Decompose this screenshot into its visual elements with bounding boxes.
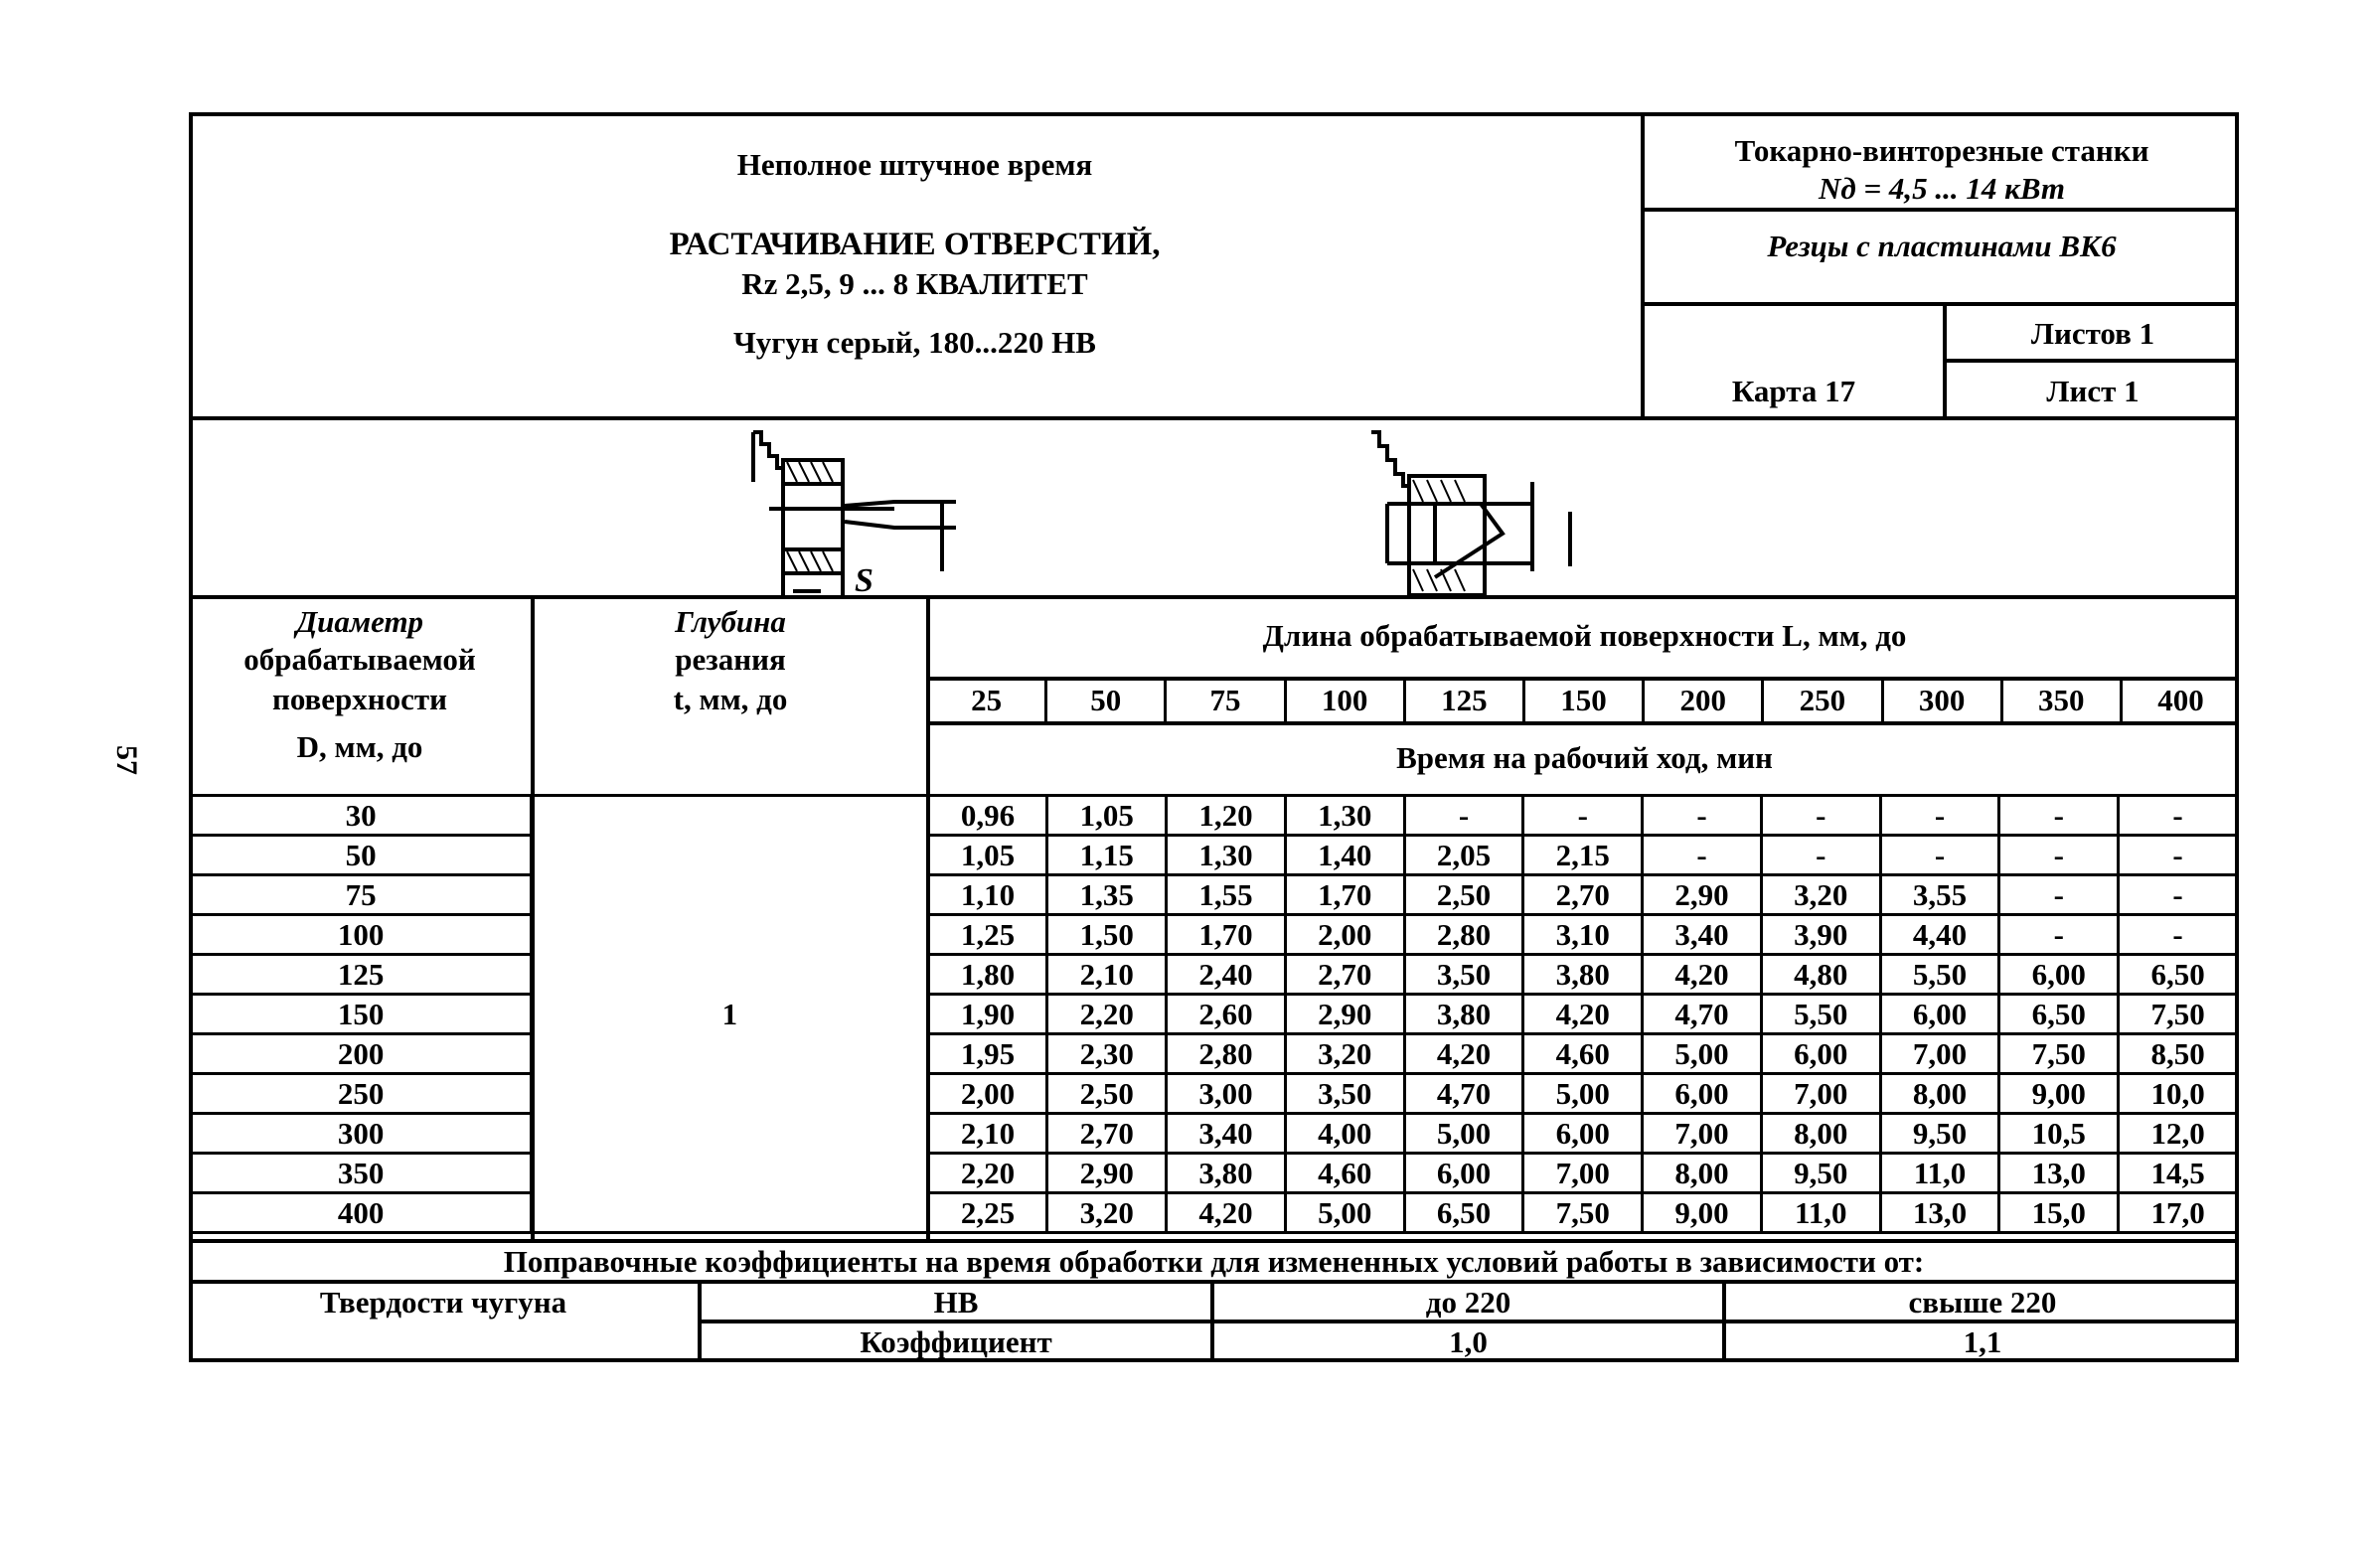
divider: [1641, 208, 2239, 212]
time-cell: 2,40: [1167, 955, 1286, 995]
time-cell: 4,70: [1643, 995, 1762, 1034]
time-cell: 2,00: [928, 1074, 1047, 1114]
length-header-cell: 300: [1881, 679, 2000, 723]
boring-blind-diagram: [1332, 422, 1729, 596]
time-cell: 5,00: [1285, 1193, 1404, 1233]
time-cell: -: [2119, 836, 2238, 875]
divider: [1641, 302, 2239, 306]
time-cell: 6,00: [1761, 1034, 1880, 1074]
time-cell: 2,70: [1285, 955, 1404, 995]
time-cell: -: [1761, 796, 1880, 836]
time-cell: 6,00: [1523, 1114, 1643, 1154]
diameter-cell: 30: [191, 796, 532, 836]
length-header-cell: 25: [971, 683, 1003, 717]
coef-value-2: 1,1: [1963, 1324, 2002, 1359]
card-title-line2: Rz 2,5, 9 ... 8 КВАЛИТЕТ: [741, 266, 1088, 301]
time-cell: 1,20: [1167, 796, 1286, 836]
time-cell: 6,50: [1404, 1193, 1523, 1233]
time-cell: 0,96: [928, 796, 1047, 836]
time-cell: 5,00: [1404, 1114, 1523, 1154]
time-cell: 1,15: [1047, 836, 1167, 875]
feed-label: S: [855, 562, 873, 596]
time-cell: 3,10: [1523, 915, 1643, 955]
time-cell: 3,50: [1285, 1074, 1404, 1114]
divider: [189, 595, 2239, 599]
time-cell: 3,00: [1167, 1074, 1286, 1114]
diameter-cell: 350: [191, 1154, 532, 1193]
time-cell: -: [1880, 796, 1999, 836]
material: Чугун серый, 180...220 НВ: [733, 325, 1096, 360]
time-cell: 4,20: [1167, 1193, 1286, 1233]
length-header-cell: 200: [1642, 679, 1761, 723]
card-title: РАСТАЧИВАНИЕ ОТВЕРСТИЙ,: [669, 227, 1161, 262]
length-header-cell: 75: [1164, 679, 1283, 723]
tool: Резцы с пластинами ВК6: [1767, 229, 2117, 263]
length-title: Длина обрабатываемой поверхности L, мм, до: [1262, 618, 1907, 653]
sheet-number: Лист 1: [2046, 374, 2140, 408]
divider: [1943, 359, 2239, 363]
time-cell: 10,0: [2119, 1074, 2238, 1114]
time-cell: 1,70: [1167, 915, 1286, 955]
table-row: [191, 915, 2238, 955]
divider: [189, 416, 2239, 420]
time-cell: 4,00: [1285, 1114, 1404, 1154]
time-cell: 2,90: [1285, 995, 1404, 1034]
sheets-total: Листов 1: [2030, 316, 2155, 351]
correction-factor: Твердости чугуна: [319, 1285, 567, 1320]
time-cell: 11,0: [1880, 1154, 1999, 1193]
time-cell: 9,00: [1999, 1074, 2119, 1114]
time-cell: 4,60: [1285, 1154, 1404, 1193]
time-cell: -: [2119, 875, 2238, 915]
time-cell: -: [2119, 796, 2238, 836]
time-cell: 12,0: [2119, 1114, 2238, 1154]
table-row: [191, 875, 2238, 915]
diameter-cell: 400: [191, 1193, 532, 1233]
table-row: [191, 1114, 2238, 1154]
time-cell: 2,70: [1523, 875, 1643, 915]
time-cell: 1,70: [1285, 875, 1404, 915]
time-cell: 2,50: [1047, 1074, 1167, 1114]
time-cell: 2,30: [1047, 1034, 1167, 1074]
table-row: [191, 796, 2238, 836]
time-cell: 5,00: [1523, 1074, 1643, 1114]
time-cell: 17,0: [2119, 1193, 2238, 1233]
card-number: Карта 17: [1731, 374, 1856, 408]
diameter-cell: 75: [191, 875, 532, 915]
time-cell: 3,90: [1761, 915, 1880, 955]
time-cell: 2,00: [1285, 915, 1404, 955]
time-cell: 8,00: [1761, 1114, 1880, 1154]
time-cell: 1,50: [1047, 915, 1167, 955]
correction-title: Поправочные коэффициенты на время обработки для измененных условий работы в зависимости от:: [503, 1244, 1925, 1279]
time-cell: 1,25: [928, 915, 1047, 955]
time-cell: 4,20: [1643, 955, 1762, 995]
diameter-cell: 250: [191, 1074, 532, 1114]
machine-power: Nд = 4,5 ... 14 кВт: [1818, 171, 2066, 206]
time-cell: 6,00: [1404, 1154, 1523, 1193]
hb-label: НВ: [933, 1285, 979, 1320]
col-depth-l1: Глубина: [675, 604, 786, 639]
time-cell: 14,5: [2119, 1154, 2238, 1193]
time-cell: 3,20: [1285, 1034, 1404, 1074]
time-cell: 1,30: [1285, 796, 1404, 836]
time-cell: 9,00: [1643, 1193, 1762, 1233]
time-cell: 3,55: [1880, 875, 1999, 915]
page-number: 57: [110, 745, 143, 775]
time-cell: 2,60: [1167, 995, 1286, 1034]
length-header-cell: 125: [1403, 679, 1522, 723]
col-diameter-l2: обрабатываемой: [243, 642, 476, 677]
time-cell: 1,05: [928, 836, 1047, 875]
diameter-cell: 100: [191, 915, 532, 955]
table-row: [191, 836, 2238, 875]
length-header-row: [928, 679, 2239, 723]
time-cell: 7,00: [1880, 1034, 1999, 1074]
time-cell: 1,40: [1285, 836, 1404, 875]
time-cell: 3,20: [1761, 875, 1880, 915]
time-cell: 5,00: [1643, 1034, 1762, 1074]
time-cell: 2,70: [1047, 1114, 1167, 1154]
length-header-cell: 100: [1284, 679, 1403, 723]
time-cell: 1,35: [1047, 875, 1167, 915]
time-cell: 11,0: [1761, 1193, 1880, 1233]
depth-cell: 1: [532, 796, 929, 1233]
time-cell: 2,20: [928, 1154, 1047, 1193]
col-diameter-l4: D, мм, до: [296, 729, 423, 764]
time-title: Время на рабочий ход, мин: [1396, 740, 1773, 775]
time-cell: 2,90: [1643, 875, 1762, 915]
time-cell: 6,00: [1999, 955, 2119, 995]
time-cell: -: [1761, 836, 1880, 875]
col-diameter-l1: Диаметр: [295, 604, 424, 639]
length-header-cell: 150: [1522, 679, 1642, 723]
time-cell: 1,90: [928, 995, 1047, 1034]
time-cell: 2,25: [928, 1193, 1047, 1233]
time-cell: 2,50: [1404, 875, 1523, 915]
time-cell: 7,50: [1523, 1193, 1643, 1233]
time-cell: 3,50: [1404, 955, 1523, 995]
time-cell: -: [1999, 836, 2119, 875]
time-cell: 3,20: [1047, 1193, 1167, 1233]
time-cell: -: [1523, 796, 1643, 836]
diameter-cell: 125: [191, 955, 532, 995]
time-cell: 7,00: [1761, 1074, 1880, 1114]
time-cell: 13,0: [1880, 1193, 1999, 1233]
coef-label: Коэффициент: [860, 1324, 1052, 1359]
table-row: [191, 1074, 2238, 1114]
time-cell: 7,50: [2119, 995, 2238, 1034]
time-cell: 4,20: [1523, 995, 1643, 1034]
time-cell: -: [1999, 875, 2119, 915]
time-cell: 1,95: [928, 1034, 1047, 1074]
time-cell: 4,80: [1761, 955, 1880, 995]
card-subtitle: Неполное штучное время: [736, 147, 1093, 182]
time-cell: 2,15: [1523, 836, 1643, 875]
time-cell: 2,10: [1047, 955, 1167, 995]
time-cell: 4,40: [1880, 915, 1999, 955]
time-cell: 8,00: [1643, 1154, 1762, 1193]
machine-type: Токарно-винторезные станки: [1734, 133, 2149, 168]
time-cell: -: [1880, 836, 1999, 875]
time-cell: 8,00: [1880, 1074, 1999, 1114]
time-cell: 7,50: [1999, 1034, 2119, 1074]
time-cell: 1,55: [1167, 875, 1286, 915]
table-row: [191, 1154, 2238, 1193]
time-cell: 4,60: [1523, 1034, 1643, 1074]
time-cell: 3,80: [1404, 995, 1523, 1034]
diameter-cell: 200: [191, 1034, 532, 1074]
time-cell: 3,80: [1523, 955, 1643, 995]
time-cell: 3,40: [1167, 1114, 1286, 1154]
time-cell: 2,80: [1404, 915, 1523, 955]
time-cell: -: [1643, 796, 1762, 836]
time-cell: 7,00: [1643, 1114, 1762, 1154]
diameter-cell: 150: [191, 995, 532, 1034]
time-cell: 6,00: [1880, 995, 1999, 1034]
diameter-cell: 300: [191, 1114, 532, 1154]
time-cell: 3,80: [1167, 1154, 1286, 1193]
time-cell: 2,05: [1404, 836, 1523, 875]
time-cell: 6,50: [1999, 995, 2119, 1034]
diameter-cell: 50: [191, 836, 532, 875]
length-header-cell: 50: [1044, 679, 1164, 723]
length-header-cell: 250: [1761, 679, 1880, 723]
col-depth-l3: t, мм, до: [673, 682, 788, 716]
time-cell: 13,0: [1999, 1154, 2119, 1193]
time-cell: 6,00: [1643, 1074, 1762, 1114]
table-row: [191, 955, 2238, 995]
time-cell: 3,40: [1643, 915, 1762, 955]
time-cell: 1,30: [1167, 836, 1286, 875]
time-cell: 8,50: [2119, 1034, 2238, 1074]
table-row: [191, 1193, 2238, 1233]
time-cell: 5,50: [1761, 995, 1880, 1034]
time-cell: -: [1643, 836, 1762, 875]
time-cell: 1,10: [928, 875, 1047, 915]
time-cell: -: [1999, 796, 2119, 836]
boring-through-diagram: [696, 422, 1143, 596]
time-cell: 2,90: [1047, 1154, 1167, 1193]
time-cell: 6,50: [2119, 955, 2238, 995]
time-cell: 5,50: [1880, 955, 1999, 995]
time-cell: 7,00: [1523, 1154, 1643, 1193]
time-cell: 10,5: [1999, 1114, 2119, 1154]
time-cell: -: [1404, 796, 1523, 836]
time-cell: 9,50: [1761, 1154, 1880, 1193]
time-cell: 4,70: [1404, 1074, 1523, 1114]
table-row: [191, 1034, 2238, 1074]
cond-over-220: свыше 220: [1908, 1285, 2057, 1320]
table-row: [191, 995, 2238, 1034]
time-cell: -: [1999, 915, 2119, 955]
time-cell: 9,50: [1880, 1114, 1999, 1154]
time-cell: 1,05: [1047, 796, 1167, 836]
time-cell: 4,20: [1404, 1034, 1523, 1074]
time-cell: 2,80: [1167, 1034, 1286, 1074]
col-diameter-l3: поверхности: [271, 682, 448, 716]
time-table: [189, 794, 2239, 1234]
coef-value-1: 1,0: [1449, 1324, 1488, 1359]
length-header-cell: 350: [2000, 679, 2120, 723]
cond-up-to-220: до 220: [1425, 1285, 1511, 1320]
time-cell: 15,0: [1999, 1193, 2119, 1233]
time-cell: 1,80: [928, 955, 1047, 995]
time-cell: 2,20: [1047, 995, 1167, 1034]
length-header-cell: 400: [2120, 679, 2239, 723]
time-cell: 2,10: [928, 1114, 1047, 1154]
time-cell: -: [2119, 915, 2238, 955]
col-depth-l2: резания: [675, 642, 786, 677]
